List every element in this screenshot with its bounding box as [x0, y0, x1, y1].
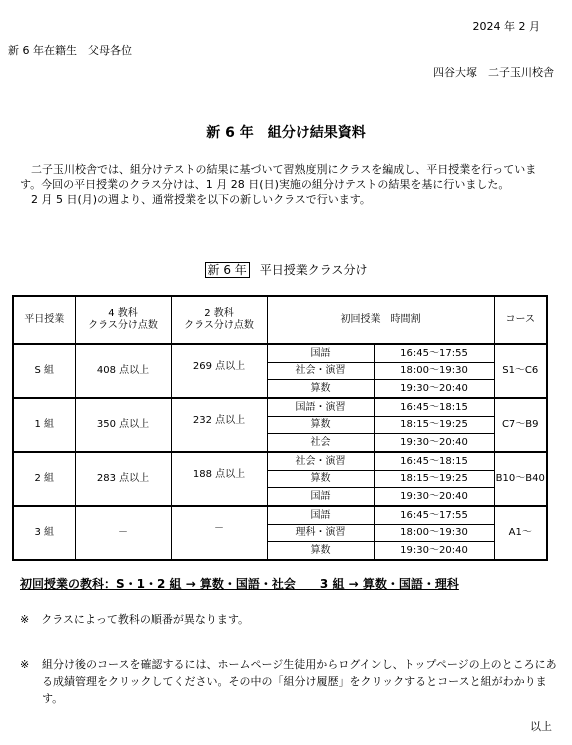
lesson-time-cell: 19:30～20:40 — [374, 488, 494, 507]
lesson-time-cell: 18:00～19:30 — [374, 363, 494, 380]
section-heading — [0, 261, 572, 278]
note-2-text: 組分け後のコースを確認するには、ホームページ生徒用からログインし、トップページの上のところにある成績管理をクリックしてください。その中の「組分け履歴」をクリックするとコースと組がわかります。 — [42, 658, 557, 705]
lesson-subject-cell: 算数 — [267, 542, 374, 561]
table-row — [13, 398, 547, 417]
class-name-cell: 2 組 — [13, 452, 75, 506]
lesson-time-cell: 16:45～18:15 — [374, 452, 494, 471]
class-name-cell: 1 組 — [13, 398, 75, 452]
course-range-cell: B10～B40 — [494, 452, 547, 506]
section-grade-label: 新 6 年 — [205, 262, 250, 278]
table-header-row — [13, 296, 547, 344]
course-range-cell: A1～ — [494, 506, 547, 560]
lesson-subject-cell: 国語・演習 — [267, 398, 374, 417]
lesson-subject-cell: 算数 — [267, 380, 374, 399]
section-heading-text: 平日授業クラス分け — [259, 263, 368, 277]
class-schedule-table — [12, 295, 548, 561]
body-paragraph-2: 2 月 5 日(月)の週より、通常授業を以下の新しいクラスで行います。 — [31, 193, 371, 206]
lesson-subject-cell: 社会・演習 — [267, 363, 374, 380]
header-course: コース — [494, 296, 547, 344]
lesson-subject-cell: 国語 — [267, 488, 374, 507]
sender-line: 四谷大塚 二子玉川校舎 — [433, 66, 554, 79]
four-subject-score-cell: 408 点以上 — [75, 344, 171, 398]
lesson-subject-cell: 算数 — [267, 417, 374, 434]
note-1 — [20, 611, 249, 627]
document-date: 2024 年 2 月 — [472, 20, 540, 33]
two-subject-score-cell: 232 点以上 — [171, 398, 267, 452]
class-name-cell: S 組 — [13, 344, 75, 398]
recipient-line: 新 6 年在籍生 父母各位 — [8, 44, 132, 57]
table-row — [13, 452, 547, 471]
lesson-time-cell: 19:30～20:40 — [374, 380, 494, 399]
lesson-time-cell: 18:00～19:30 — [374, 525, 494, 542]
lesson-time-cell: 16:45～18:15 — [374, 398, 494, 417]
two-subject-score-cell: 269 点以上 — [171, 344, 267, 398]
lesson-time-cell: 16:45～17:55 — [374, 344, 494, 363]
course-range-cell: S1～C6 — [494, 344, 547, 398]
body-text — [20, 162, 556, 207]
lesson-subject-cell: 理科・演習 — [267, 525, 374, 542]
lesson-time-cell: 19:30～20:40 — [374, 542, 494, 561]
note-2 — [20, 656, 560, 707]
document-title: 新 6 年 組分け結果資料 — [206, 125, 366, 141]
header-four-subject: 4 教科 クラス分け点数 — [75, 296, 171, 344]
note-mark: ※ — [20, 658, 30, 671]
lesson-time-cell: 18:15～19:25 — [374, 417, 494, 434]
first-lesson-subjects: 初回授業の教科：S・1・2 組 → 算数・国語・社会 3 組 → 算数・国語・理科 — [20, 577, 459, 591]
four-subject-score-cell: 350 点以上 — [75, 398, 171, 452]
closing-mark: 以上 — [530, 720, 552, 733]
lesson-time-cell: 16:45～17:55 — [374, 506, 494, 525]
header-schedule: 初回授業 時間割 — [267, 296, 494, 344]
lesson-subject-cell: 社会 — [267, 434, 374, 453]
note-mark: ※ — [20, 613, 30, 626]
lesson-subject-cell: 国語 — [267, 506, 374, 525]
four-subject-score-cell: － — [75, 506, 171, 560]
two-subject-score-cell: 188 点以上 — [171, 452, 267, 506]
table-row — [13, 506, 547, 525]
two-subject-score-cell: － — [171, 506, 267, 560]
class-name-cell: 3 組 — [13, 506, 75, 560]
lesson-time-cell: 18:15～19:25 — [374, 471, 494, 488]
header-two-subject: 2 教科 クラス分け点数 — [171, 296, 267, 344]
table-row — [13, 344, 547, 363]
header-class: 平日授業 — [13, 296, 75, 344]
lesson-time-cell: 19:30～20:40 — [374, 434, 494, 453]
course-range-cell: C7～B9 — [494, 398, 547, 452]
body-paragraph-1: 二子玉川校舎では、組分けテストの結果に基づいて習熟度別にクラスを編成し、平日授業を行っています。今回の平日授業のクラス分けは、1 月 28 日(日)実施の組分けテストの結果を基に行いました。 — [20, 163, 537, 191]
lesson-subject-cell: 国語 — [267, 344, 374, 363]
note-1-text: クラスによって教科の順番が異なります。 — [41, 613, 250, 626]
lesson-subject-cell: 社会・演習 — [267, 452, 374, 471]
lesson-subject-cell: 算数 — [267, 471, 374, 488]
four-subject-score-cell: 283 点以上 — [75, 452, 171, 506]
